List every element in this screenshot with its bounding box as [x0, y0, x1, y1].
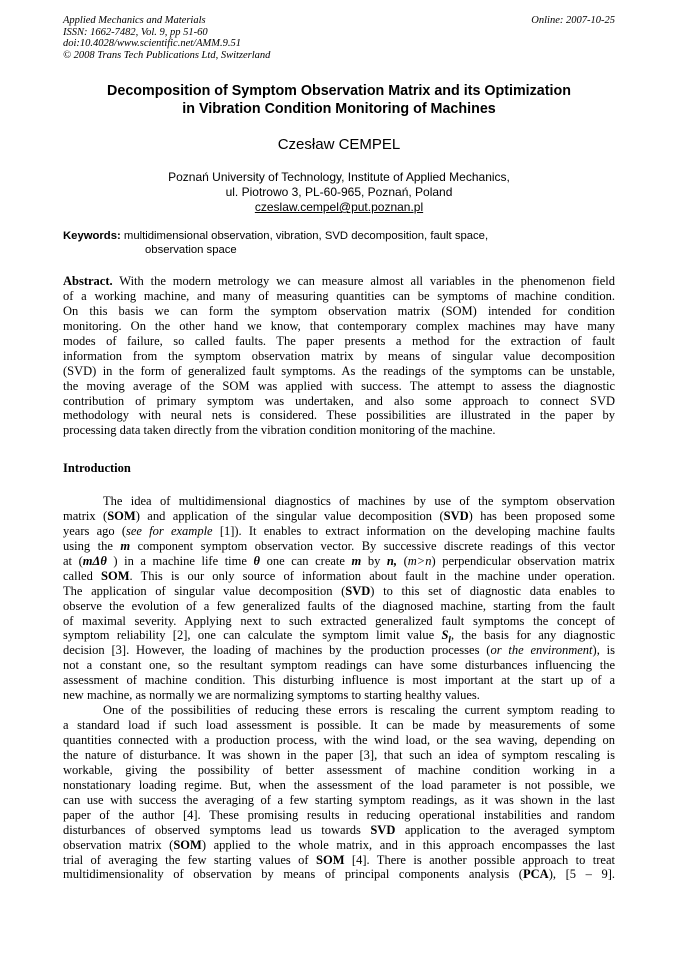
abstract-line: (SVD) in the form of generalized fault symptoms. As the readings of the symptoms can be unstable,: [63, 363, 615, 378]
abstract: [63, 274, 615, 438]
abstract-label: Abstract.: [63, 274, 113, 288]
body-line: assessment of machine condition. This disturbing influence is most important at the start up of a: [63, 673, 615, 688]
body-line: can use with success the averaging of a few starting symptom readings, as it was shown in the last: [63, 792, 615, 807]
body-line: of maximal severity. Applying next to such extracted generalized fault symptoms the concept of: [63, 613, 615, 628]
keywords-label: Keywords:: [63, 230, 121, 242]
keywords-line-2: observation space: [145, 244, 237, 256]
online-date: Online: 2007-10-25: [531, 15, 615, 26]
body-line: workable, giving the possibility of better assessment of machine condition working in a: [63, 762, 615, 777]
title-line-2: in Vibration Condition Monitoring of Machines: [182, 101, 496, 117]
paper-title: [63, 82, 615, 118]
affiliation: [63, 170, 615, 215]
body-line: trial of averaging the few starting values of SOM [4]. There is another possible approach to treat: [63, 852, 615, 867]
body-line: symptom reliability [2], one can calculate the symptom limit value $S_l$, the basis for any diagnostic: [63, 628, 616, 645]
copyright-line: © 2008 Trans Tech Publications Ltd, Switzerland: [63, 49, 271, 61]
body-line: matrix (SOM) and application of the singular value decomposition (SVD) has been proposed some: [63, 508, 615, 523]
abstract-line: the moving average of the SOM was applied with success. The attempt to assess the diagnostic: [63, 378, 615, 393]
abstract-line: methodology with neural nets is considered. These possibilities are illustrated in the paper by: [63, 408, 615, 423]
body-line: new machine, as normally we are normalizing symptoms to starting healthy values.: [63, 688, 480, 703]
doi-line: doi:10.4028/www.scientific.net/AMM.9.51: [63, 38, 241, 49]
abstract-line: processing data taken directly from the vibration condition monitoring of the machine.: [63, 423, 496, 438]
abstract-line: modes of failure, so called faults. The paper presents a method for the extraction of fault: [63, 333, 615, 348]
body-line: multidimensionality of observation by means of principal components analysis (PCA), [5 – 9].: [63, 867, 615, 882]
body-line: quantities connected with a production process, with the wind load, or the sea waving, depending on: [63, 733, 615, 747]
body-line: The idea of multidimensional diagnostics of machines by use of the symptom observation: [103, 494, 615, 508]
author-email[interactable]: czeslaw.cempel@put.poznan.pl: [254, 200, 424, 214]
body-line: called SOM. This is our only source of information about fault in the machine under operation.: [63, 568, 616, 583]
abstract-line: of a working machine, and many of measuring quantities can be symptoms of machine condition.: [63, 288, 615, 303]
introduction-body: [63, 494, 615, 882]
abstract-line: information from the symptom observation matrix by means of singular value decomposition: [63, 348, 615, 363]
keywords-line-1: multidimensional observation, vibration, SVD decomposition, fault space,: [123, 230, 489, 242]
body-line: using the m component symptom observation vector. By successive discrete readings of this vector: [63, 538, 616, 553]
issn-line: ISSN: 1662-7482, Vol. 9, pp 51-60: [63, 26, 208, 38]
journal-header: [63, 15, 615, 61]
keywords: [63, 229, 615, 257]
abstract-line: contribution of primary symptom was undertaken, and also some approach to connect SVD: [63, 393, 615, 408]
body-line: observation matrix (SOM) applied to the whole matrix, and in this approach encompasses the last: [63, 837, 615, 852]
abstract-line: monitoring. On the other hand we know, that contemporary complex machines may have many: [63, 318, 615, 333]
title-line-1: Decomposition of Symptom Observation Matrix and its Optimization: [107, 83, 571, 99]
author-name: Czesław CEMPEL: [277, 136, 401, 153]
affiliation-line-1: Poznań University of Technology, Institute of Applied Mechanics,: [168, 170, 510, 184]
abstract-line: Abstract. With the modern metrology we can measure almost all variables in the phenomenon field: [63, 274, 615, 288]
body-line: years ago (see for example [1]). It enables to extract information on the developing machine faults: [63, 523, 615, 538]
body-line: nonstationary loading regime. But, when the assessment of the load parameter is not possible, we: [63, 777, 615, 792]
journal-name: Applied Mechanics and Materials: [63, 15, 206, 26]
section-heading-introduction: Introduction: [63, 461, 131, 475]
affiliation-line-2: ul. Piotrowo 3, PL-60-965, Poznań, Poland: [225, 185, 453, 199]
body-line: decision [3]. However, the loading of machines by the production processes (or the environment), is: [63, 643, 615, 658]
abstract-line: On this basis we can form the symptom observation matrix (SOM) intended for condition: [63, 303, 615, 318]
body-line: at (mΔθ ) in a machine life time θ one can create m by n, (m>n) perpendicular observation matrix: [63, 553, 616, 568]
body-line: One of the possibilities of reducing these errors is rescaling the current symptom reading to: [103, 703, 615, 718]
body-line: not a constant one, so the resultant symptom readings can have some disturbances influencing the: [63, 658, 615, 673]
body-line: the nature of disturbance. It was shown in the paper [3], that such an idea of symptom rescaling is: [63, 747, 615, 762]
body-line: a standard load if such load assessment is possible. It can be made by measurements of some: [63, 718, 615, 733]
body-line: disturbances of observed symptoms lead us towards SVD application to the averaged symptom: [63, 822, 615, 837]
body-line: observe the evolution of a few generalized faults of the diagnosed machine, starting from the fault: [63, 598, 615, 613]
body-line: paper of the author [4]. These promising results in reducing operational instabilities and random: [63, 807, 615, 822]
body-line: The application of singular value decomposition (SVD) to this set of diagnostic data enables to: [63, 583, 615, 598]
